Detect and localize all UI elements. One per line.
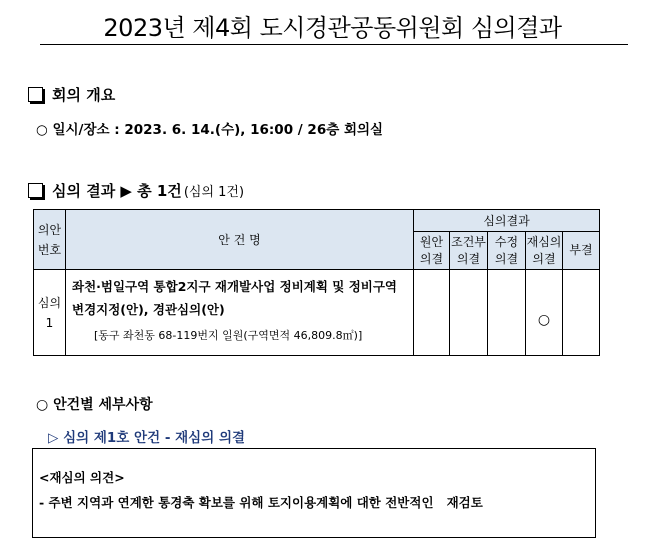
meeting-info: ○ 일시/장소 : 2023. 6. 14.(수), 16:00 / 26층 회의실 [36, 122, 384, 138]
opinion-box [32, 448, 596, 538]
col-header-id: 의안 번호 [34, 210, 66, 270]
checkbox-bullet-icon [28, 87, 43, 102]
col-header-rereview: 재심의 의결 [526, 232, 563, 270]
col-header-modified: 수정 의결 [488, 232, 526, 270]
col-header-original: 원안 의결 [414, 232, 450, 270]
details-subheading: ▷ 심의 제1호 안건 - 재심의 의결 [48, 430, 246, 446]
row-mark-modified [488, 270, 526, 356]
details-heading: ○ 안건별 세부사항 [36, 397, 153, 413]
section-result-label: 심의 결과 ▶ 총 1건 [52, 182, 182, 200]
agenda-detail: [동구 좌천동 68-119번지 일원(구역면적 46,809.8㎡)] [94, 329, 363, 342]
document-title: 2023년 제4회 도시경관공동위원회 심의결과 [103, 14, 562, 42]
section-overview-label: 회의 개요 [52, 86, 116, 104]
checkbox-bullet-icon [28, 183, 43, 198]
opinion-title: <재심의 의견> [39, 470, 125, 485]
opinion-text: - 주변 지역과 연계한 통경축 확보를 위해 토지이용계획에 대한 전반적인 재검토 [39, 495, 483, 510]
section-result-heading [28, 180, 244, 201]
row-mark-conditional [450, 270, 488, 356]
row-mark-rejected [563, 270, 600, 356]
col-header-rejected: 부결 [563, 232, 600, 270]
col-header-result: 심의결과 [414, 210, 600, 232]
row-mark-original [414, 270, 450, 356]
section-result-count: (심의 1건) [183, 185, 245, 200]
title-underline [40, 44, 628, 45]
result-table [33, 209, 600, 356]
row-agenda [66, 270, 414, 356]
row-mark-rereview: ○ [526, 270, 563, 356]
row-id: 심의 1 [34, 270, 66, 356]
col-header-conditional: 조건부 의결 [450, 232, 488, 270]
section-overview-heading [28, 84, 115, 105]
col-header-agenda: 안 건 명 [66, 210, 414, 270]
agenda-title: 좌천·범일구역 통합2지구 재개발사업 정비계획 및 정비구역 변경지정(안), 경관심의(안) [72, 279, 398, 317]
